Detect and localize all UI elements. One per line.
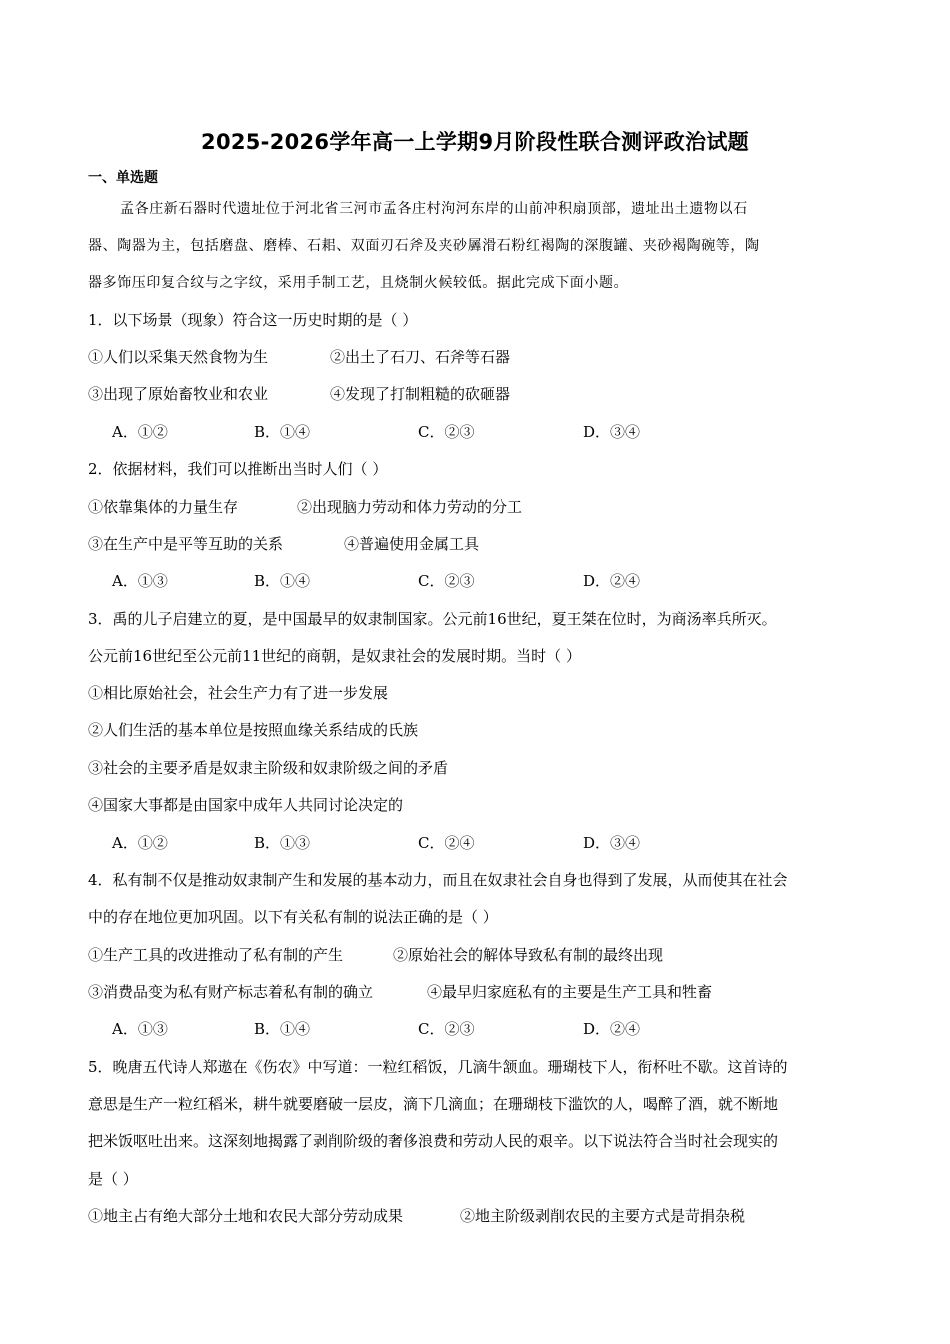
statement-3: ③社会的主要矛盾是奴隶主阶级和奴隶阶级之间的矛盾 [88, 759, 449, 777]
statement-4: ④普遍使用金属工具 [344, 535, 480, 553]
option-d[interactable]: D．③④ [583, 423, 641, 441]
material-line: 器多饰压印复合纹与之字纹，采用手制工艺，且烧制火候较低。据此完成下面小题。 [88, 275, 629, 291]
option-a[interactable]: A．①③ [112, 572, 168, 590]
question-5-stem-cont: 把米饭呕吐出来。这深刻地揭露了剥削阶级的奢侈浪费和劳动人民的艰辛。以下说法符合当时社会现实的 [88, 1132, 779, 1150]
option-d[interactable]: D．②④ [583, 1020, 641, 1038]
answer-options [0, 571, 950, 593]
option-c[interactable]: C．②③ [418, 572, 475, 590]
option-c[interactable]: C．②④ [418, 834, 475, 852]
option-a[interactable]: A．①③ [112, 1020, 168, 1038]
statement-3: ③消费品变为私有财产标志着私有制的确立 [88, 983, 374, 1001]
question-3-stem: 3．禹的儿子启建立的夏，是中国最早的奴隶制国家。公元前16世纪，夏王桀在位时，为商汤率兵所灭。 [88, 610, 777, 628]
question-1-stem: 1．以下场景（现象）符合这一历史时期的是（ ） [88, 311, 418, 329]
option-c[interactable]: C．②③ [418, 423, 475, 441]
option-a[interactable]: A．①② [112, 834, 168, 852]
answer-options [0, 1019, 950, 1041]
option-d[interactable]: D．③④ [583, 834, 641, 852]
statement-2: ②出现脑力劳动和体力劳动的分工 [297, 498, 523, 516]
material-line: 孟各庄新石器时代遗址位于河北省三河市孟各庄村泃河东岸的山前冲积扇顶部，遗址出土遗物以石 [120, 201, 748, 217]
option-c[interactable]: C．②③ [418, 1020, 475, 1038]
option-b[interactable]: B．①④ [254, 423, 311, 441]
statement-1: ①生产工具的改进推动了私有制的产生 [88, 946, 344, 964]
statement-1: ①地主占有绝大部分土地和农民大部分劳动成果 [88, 1207, 404, 1225]
material-line: 器、陶器为主，包括磨盘、磨棒、石耜、双面刃石斧及夹砂羼滑石粉红褐陶的深腹罐、夹砂褐陶碗等，陶 [88, 238, 760, 254]
option-a[interactable]: A．①② [112, 423, 168, 441]
statement-2: ②出土了石刀、石斧等石器 [330, 348, 511, 366]
statement-2: ②人们生活的基本单位是按照血缘关系结成的氏族 [88, 721, 419, 739]
statement-2: ②原始社会的解体导致私有制的最终出现 [393, 946, 664, 964]
question-5-stem: 5．晚唐五代诗人郑遨在《伤农》中写道：一粒红稻饭，几滴牛颔血。珊瑚枝下人，衔杯吐不歇。这首诗的 [88, 1058, 788, 1076]
question-3-stem-cont: 公元前16世纪至公元前11世纪的商朝，是奴隶社会的发展时期。当时（ ） [88, 647, 581, 665]
question-5-stem-cont: 意思是生产一粒红稻米，耕牛就要磨破一层皮，滴下几滴血；在珊瑚枝下滥饮的人，喝醉了酒，就不断地 [88, 1095, 779, 1113]
statement-4: ④国家大事都是由国家中成年人共同讨论决定的 [88, 796, 404, 814]
option-b[interactable]: B．①④ [254, 1020, 311, 1038]
statement-1: ①人们以采集天然食物为生 [88, 348, 269, 366]
page-title: 2025-2026学年高一上学期9月阶段性联合测评政治试题 [201, 130, 749, 154]
option-d[interactable]: D．②④ [583, 572, 641, 590]
question-4-stem-cont: 中的存在地位更加巩固。以下有关私有制的说法正确的是（ ） [88, 908, 498, 926]
statement-4: ④发现了打制粗糙的砍砸器 [330, 385, 511, 403]
answer-options [0, 422, 950, 444]
question-2-stem: 2．依据材料，我们可以推断出当时人们（ ） [88, 460, 388, 478]
section-heading: 一、单选题 [88, 170, 158, 186]
option-b[interactable]: B．①③ [254, 834, 311, 852]
statement-3: ③在生产中是平等互助的关系 [88, 535, 284, 553]
statement-1: ①依靠集体的力量生存 [88, 498, 239, 516]
statement-4: ④最早归家庭私有的主要是生产工具和牲畜 [427, 983, 713, 1001]
question-4-stem: 4．私有制不仅是推动奴隶制产生和发展的基本动力，而且在奴隶社会自身也得到了发展，从而使其在社会 [88, 871, 788, 889]
statement-2: ②地主阶级剥削农民的主要方式是苛捐杂税 [460, 1207, 746, 1225]
statement-3: ③出现了原始畜牧业和农业 [88, 385, 269, 403]
question-5-stem-cont: 是（ ） [88, 1170, 138, 1188]
answer-options [0, 833, 950, 855]
statement-1: ①相比原始社会，社会生产力有了进一步发展 [88, 684, 389, 702]
option-b[interactable]: B．①④ [254, 572, 311, 590]
